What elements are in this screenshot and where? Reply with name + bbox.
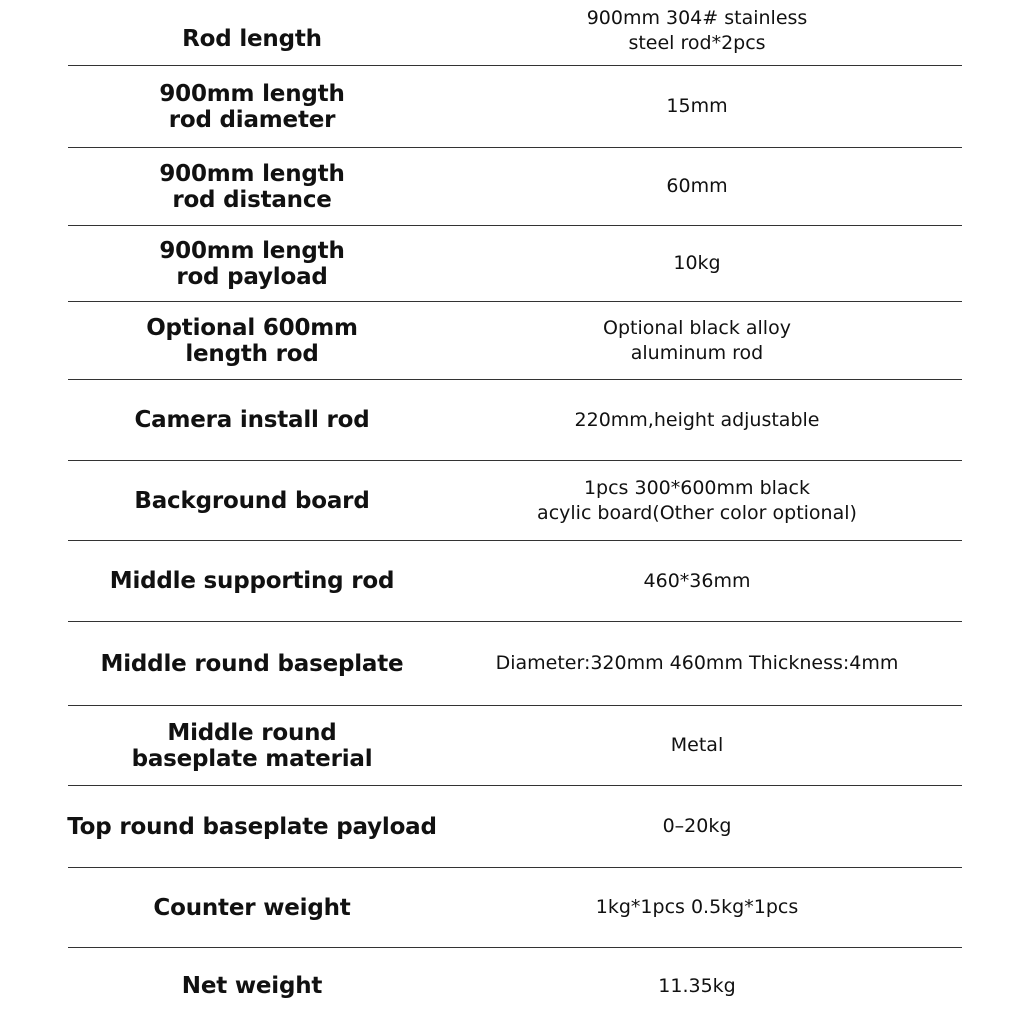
spec-row-baseplate-material xyxy=(0,706,1024,785)
spec-value: 900mm 304# stainless steel rod*2pcs xyxy=(586,6,808,54)
spec-label: Counter weight xyxy=(153,894,351,921)
spec-row-top-baseplate-payload xyxy=(0,786,1024,867)
spec-label: 900mm length rod distance xyxy=(159,160,345,213)
spec-label: 900mm length rod payload xyxy=(159,237,345,290)
spec-row-background-board xyxy=(0,461,1024,540)
spec-label: Optional 600mm length rod xyxy=(146,314,358,367)
spec-row-camera-install-rod xyxy=(0,380,1024,460)
spec-label: Middle supporting rod xyxy=(109,568,395,594)
spec-label: Camera install rod xyxy=(134,407,370,433)
spec-value: 10kg xyxy=(673,252,721,274)
spec-row-rod-diameter xyxy=(0,66,1024,147)
spec-row-optional-rod xyxy=(0,302,1024,379)
spec-row-rod-length xyxy=(0,0,1024,65)
spec-value: 1pcs 300*600mm black acylic board(Other color optional) xyxy=(537,476,857,524)
spec-value: Diameter:320mm 460mm Thickness:4mm xyxy=(495,652,899,674)
spec-row-middle-supporting-rod xyxy=(0,541,1024,621)
spec-label: Middle round baseplate material xyxy=(131,719,373,772)
spec-row-rod-payload xyxy=(0,226,1024,301)
spec-label: Net weight xyxy=(181,973,323,999)
spec-value: 460*36mm xyxy=(643,569,751,592)
spec-label: Rod length xyxy=(182,25,322,52)
spec-label: Top round baseplate payload xyxy=(67,813,437,840)
spec-row-net-weight xyxy=(0,948,1024,1024)
spec-label: Middle round baseplate xyxy=(100,650,404,677)
spec-value: 15mm xyxy=(666,95,728,117)
spec-value: 1kg*1pcs 0.5kg*1pcs xyxy=(595,896,799,918)
spec-value: 60mm xyxy=(666,175,728,197)
spec-label: 900mm length rod diameter xyxy=(159,80,345,133)
spec-value: 11.35kg xyxy=(658,974,736,997)
spec-row-rod-distance xyxy=(0,148,1024,225)
spec-value: Metal xyxy=(670,734,724,756)
spec-label: Background board xyxy=(134,487,370,514)
spec-row-middle-round-baseplate xyxy=(0,622,1024,705)
spec-value: Optional black alloy aluminum rod xyxy=(603,316,791,364)
spec-value: 0–20kg xyxy=(662,815,732,837)
spec-row-counter-weight xyxy=(0,868,1024,947)
spec-value: 220mm,height adjustable xyxy=(574,408,820,431)
